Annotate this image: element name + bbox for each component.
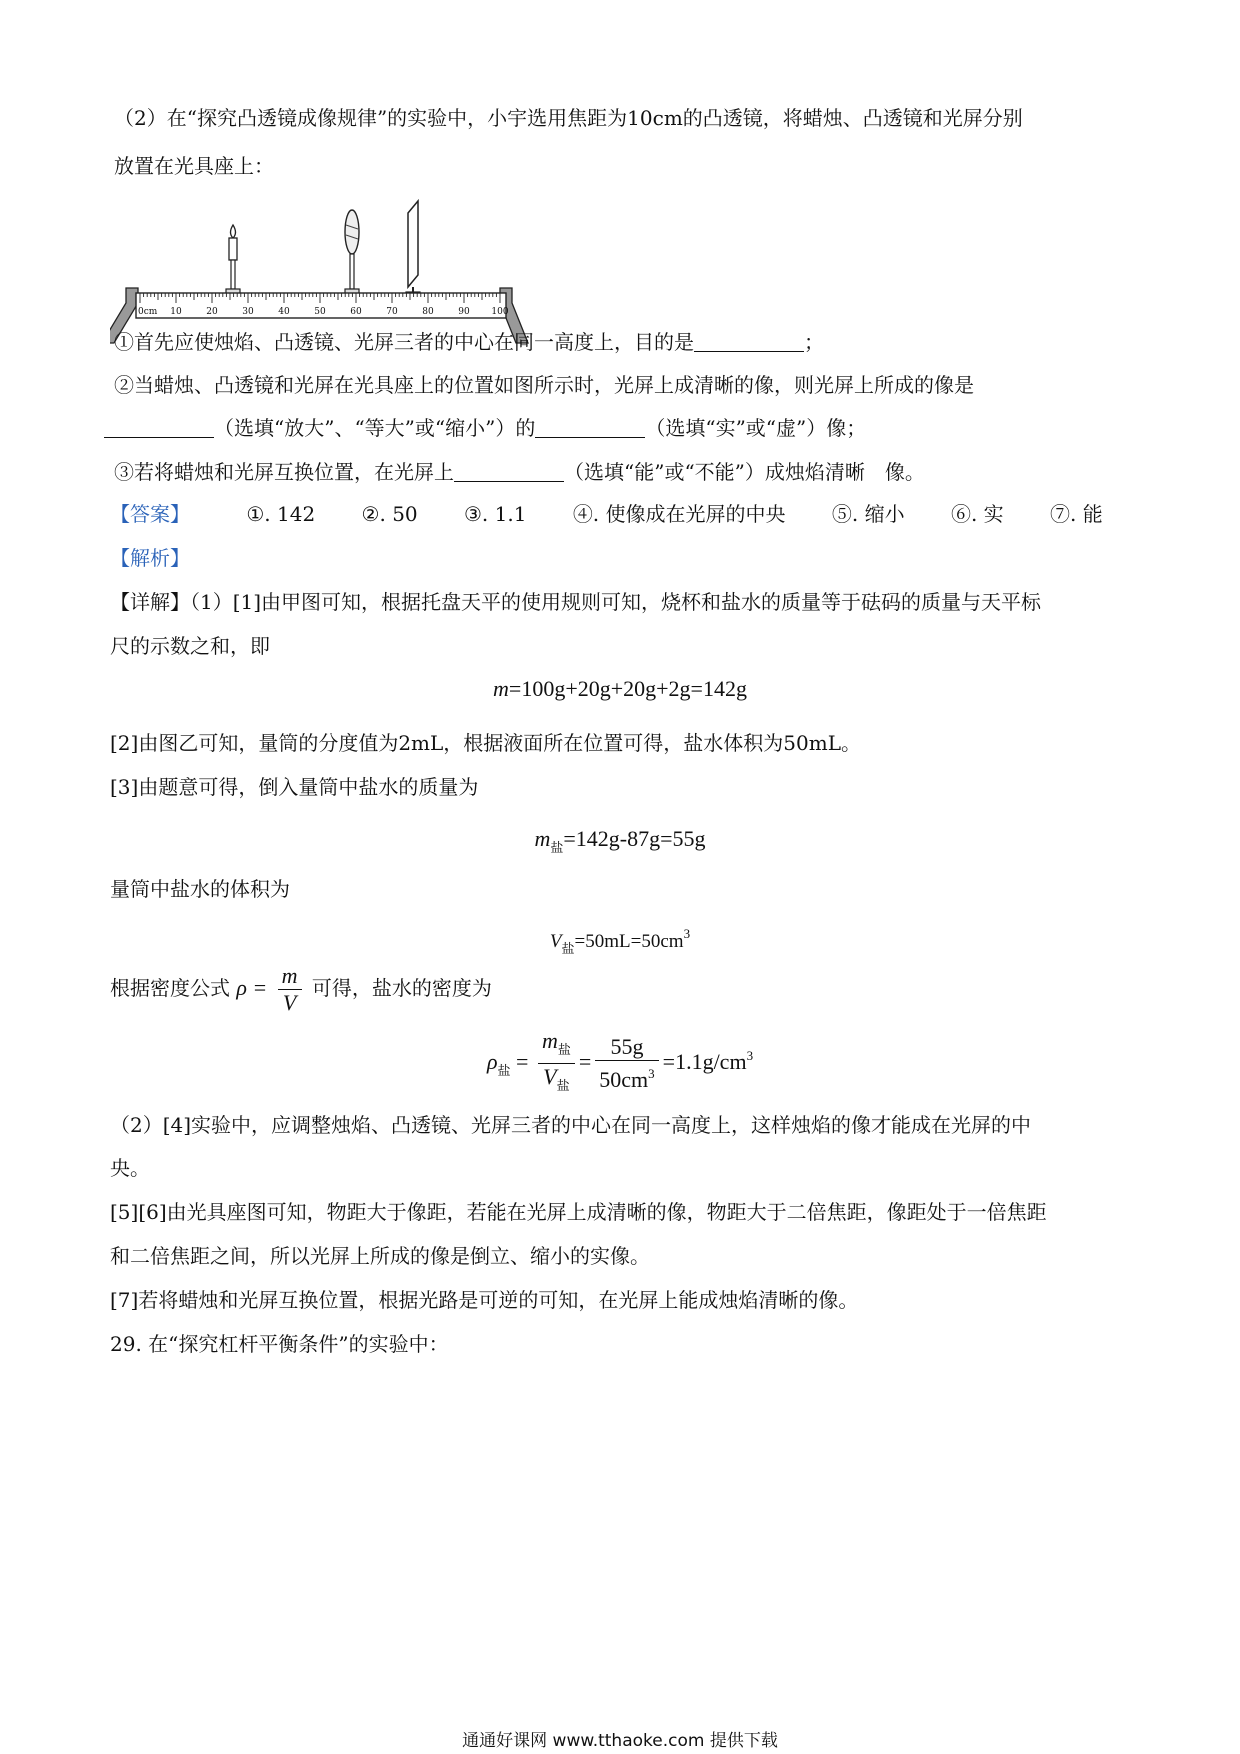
item-2-mid: （选填“放大”、“等大”或“缩小”）的 — [214, 416, 536, 440]
item-3 — [114, 458, 925, 486]
p5-fraction: $\frac{m}{V}$ — [278, 963, 302, 1016]
item-3-end: （选填“能”或“不能”）成烛焰清晰 像。 — [564, 460, 925, 484]
candle — [226, 225, 240, 297]
item-1-text: ①首先应使烛焰、凸透镜、光屏三者的中心在同一高度上，目的是 — [114, 330, 694, 354]
eq3-sup: 3 — [683, 926, 691, 941]
detail-p8: [7]若将蜡烛和光屏互换位置，根据光路是可逆的可知，在光屏上能成烛焰清晰的像。 — [110, 1288, 859, 1312]
answer-blank-1[interactable] — [694, 331, 804, 352]
item-1 — [114, 328, 824, 356]
eq2-var: m — [534, 826, 551, 851]
p5-rho: ρ = — [236, 975, 268, 1000]
answer-blank-2[interactable] — [104, 417, 214, 438]
ruler-tick-label: 50 — [314, 307, 326, 317]
eq2-sub: 盐 — [550, 840, 564, 855]
detail-p3: [3]由题意可得，倒入量筒中盐水的质量为 — [110, 775, 479, 799]
eq3-var: V — [549, 931, 562, 952]
answer-2: ②. 50 — [361, 502, 418, 526]
detail-p1-line2: 尺的示数之和，即 — [110, 634, 270, 658]
eq3-sub: 盐 — [561, 941, 575, 956]
eq4-frac2: $\frac{55g}{50cm^3}$ — [595, 1034, 658, 1093]
question-29: 29. 在“探究杠杆平衡条件”的实验中： — [110, 1332, 449, 1356]
eq4-rhs: =1.1g/cm — [662, 1049, 747, 1074]
ruler-tick-label: 0cm — [138, 307, 158, 317]
equation-2 — [0, 825, 1240, 862]
equation-3 — [0, 920, 1240, 963]
ruler-tick-label: 60 — [350, 307, 362, 317]
eq2-rhs: =142g-87g=55g — [563, 826, 706, 851]
answer-blank-4[interactable] — [454, 461, 564, 482]
ruler-tick-label: 30 — [242, 307, 254, 317]
item-2-end: （选填“实”或“虚”）像； — [645, 416, 867, 440]
ruler-tick-label: 80 — [422, 307, 434, 317]
detail-p5 — [110, 960, 492, 1016]
ruler-tick-label: 100 — [491, 307, 509, 317]
eq1-var: m — [493, 676, 509, 701]
p5-text: 根据密度公式 — [110, 976, 230, 1000]
p5-end: 可得，盐水的密度为 — [311, 976, 492, 1000]
detail-p6-line1: （2）[4]实验中，应调整烛焰、凸透镜、光屏三者的中心在同一高度上，这样烛焰的像才能成在光屏的中 — [110, 1113, 1032, 1137]
detail-p2: [2]由图乙可知，量筒的分度值为2mL，根据液面所在位置可得，盐水体积为50mL。 — [110, 731, 861, 755]
ruler-tick-label: 40 — [278, 307, 290, 317]
optical-bench-figure — [110, 195, 590, 350]
detail-p7-line2: 和二倍焦距之间，所以光屏上所成的像是倒立、缩小的实像。 — [110, 1244, 650, 1268]
q2-intro-line1: （2）在“探究凸透镜成像规律”的实验中，小宇选用焦距为10cm的凸透镜，将蜡烛、凸透镜和光屏分别 — [114, 106, 1023, 130]
detail-p4: 量筒中盐水的体积为 — [110, 877, 290, 901]
light-screen — [406, 201, 420, 298]
q2-intro-line2: 放置在光具座上： — [114, 154, 274, 178]
answer-blank-3[interactable] — [535, 417, 645, 438]
item-1-end: ； — [804, 330, 824, 354]
eq4-frac1: $\frac{m_盐}{V_盐}$ — [538, 1028, 575, 1099]
ruler-tick-label: 90 — [458, 307, 470, 317]
detail-p1-line1: 【详解】（1）[1]由甲图可知，根据托盘天平的使用规则可知，烧杯和盐水的质量等于砝码的质量与天平标 — [110, 590, 1042, 614]
answer-4: ④. 使像成在光屏的中央 — [572, 502, 786, 526]
equation-1 — [0, 675, 1240, 703]
answer-1: ①. 142 — [246, 502, 316, 526]
item-3-text: ③若将蜡烛和光屏互换位置，在光屏上 — [114, 460, 454, 484]
convex-lens — [345, 210, 359, 297]
answer-row — [110, 500, 1143, 528]
detail-p6-line2: 央。 — [110, 1156, 150, 1180]
eq4-rho: ρ — [486, 1049, 498, 1074]
eq3-rhs: =50mL=50cm — [574, 931, 684, 952]
ruler-tick-label: 70 — [386, 307, 398, 317]
answer-7: ⑦. 能 — [1050, 502, 1103, 526]
analysis-label: 【解析】 — [110, 546, 190, 570]
answer-3: ③. 1.1 — [464, 502, 527, 526]
ruler-tick-label: 20 — [206, 307, 218, 317]
item-2-line1: ②当蜡烛、凸透镜和光屏在光具座上的位置如图所示时，光屏上成清晰的像，则光屏上所成的像是 — [114, 373, 974, 397]
eq1-rhs: =100g+20g+20g+2g=142g — [508, 676, 747, 701]
answer-5: ⑤. 缩小 — [831, 502, 905, 526]
ruler-tick-label: 10 — [170, 307, 182, 317]
detail-p7-line1: [5][6]由光具座图可知，物距大于像距，若能在光屏上成清晰的像，物距大于二倍焦距，像距处于一倍焦距 — [110, 1200, 1047, 1224]
item-2-line2 — [104, 414, 866, 442]
answer-label: 【答案】 — [110, 502, 190, 526]
page-footer: 通通好课网 www.tthaoke.com 提供下载 — [462, 1731, 778, 1751]
answer-6: ⑥. 实 — [950, 502, 1004, 526]
equation-4: $\rho_盐$ = $\frac{m_盐}{V_盐}$ = $\frac{55g}{50cm^3}$ $=1.1g/cm^3$ — [0, 1025, 1240, 1102]
